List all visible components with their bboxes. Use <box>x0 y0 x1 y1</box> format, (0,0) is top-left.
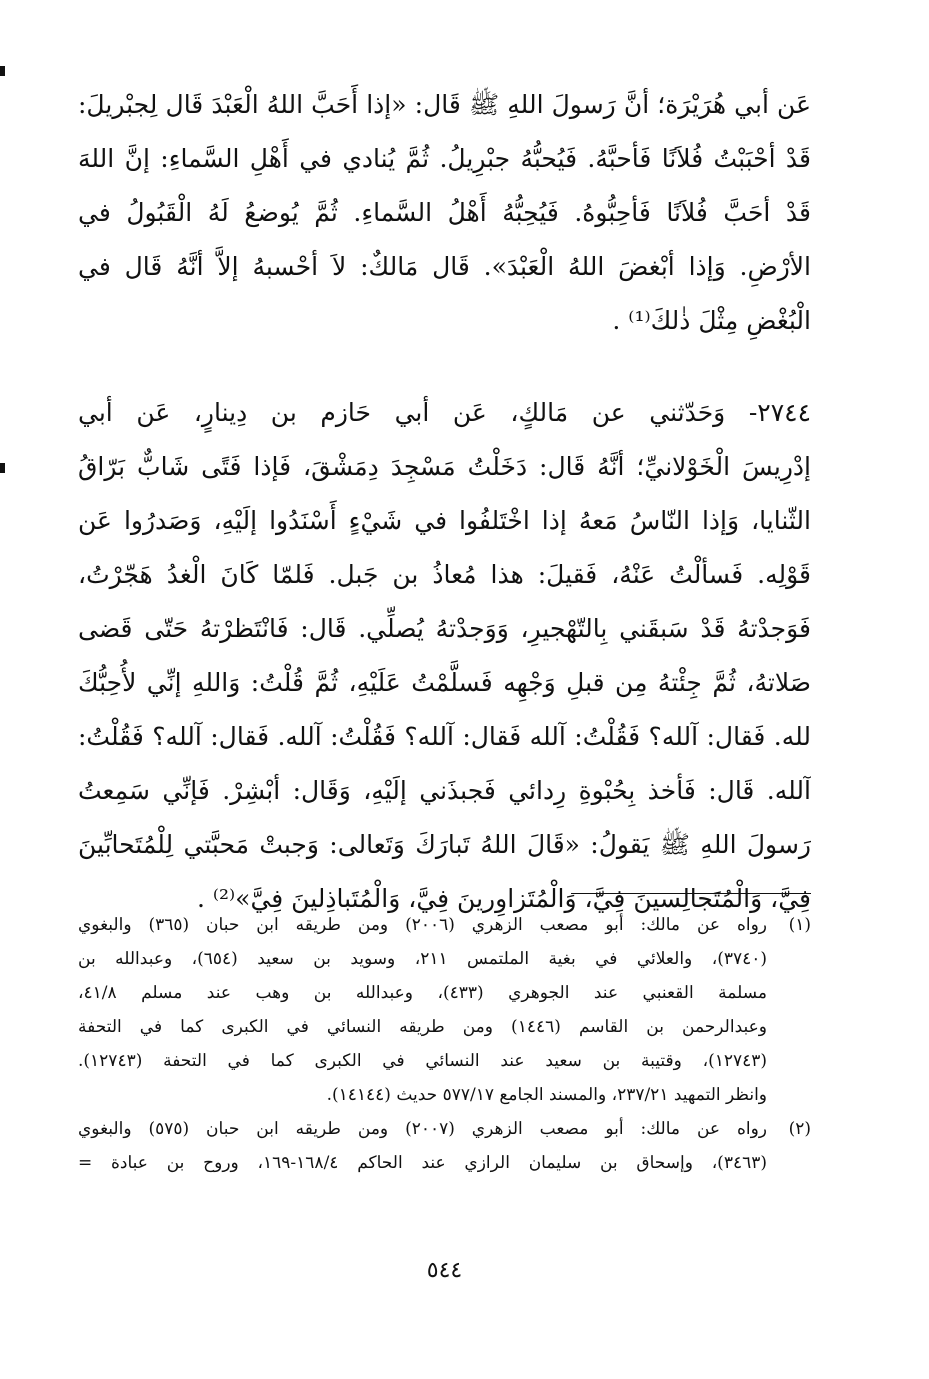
text-line: رَسولَ اللهِ ﷺ يَقولُ: «قَالَ اللهُ تَبارَكَ وَتَعالى: وَجبتْ مَحبَّتي لِلْمُتَحابِّينَ <box>78 830 811 859</box>
footnote-2 <box>78 1112 811 1180</box>
margin-mark <box>0 463 5 473</box>
text-line: قَدْ أحَبَّ فُلاَنًا فَأحِبُّوهُ. فَيُحِبُّهُ أَهْلُ السَّماءِ. ثُمَّ يُوضعُ لَهُ الْقَبُولُ في <box>78 198 811 227</box>
footnote-line: (٣٤٦٣)، وإسحاق بن سليمان الرازي عند الحاكم ١٦٨/٤-١٦٩، وروح بن عبادة = <box>78 1153 767 1173</box>
footnote-divider <box>571 893 811 894</box>
footnotes <box>78 908 811 1180</box>
footnote-line: رواه عن مالك: أبو مصعب الزهري (٢٠٠٦) ومن طريقه ابن حبان (٣٦٥) والبغوي <box>78 915 767 935</box>
paragraph-hadith-2744 <box>78 386 811 926</box>
footnote-number: (١) <box>788 915 811 935</box>
footnote-line: وعبدالرحمن بن القاسم (١٤٤٦) ومن طريقه النسائي في الكبرى كما في التحفة <box>78 1017 767 1037</box>
text-line: ٢٧٤٤- وَحَدّثني عن مَالكٍ، عَن أبي حَازم بن دِينارٍ، عَن أبي <box>78 398 811 427</box>
margin-mark <box>0 66 5 76</box>
footnote-line: (١٢٧٤٣)، وقتيبة بن سعيد عند النسائي في الكبرى كما في التحفة (١٢٧٤٣). <box>78 1051 767 1071</box>
text-line: عَن أبي هُرَيْرَة؛ أنَّ رَسولَ اللهِ ﷺ قَال: «إذا أَحَبَّ اللهُ الْعَبْدَ قَال لِجبْريلَ: <box>78 90 811 119</box>
paragraph-hadith-1 <box>78 78 811 348</box>
page-number: ٥٤٤ <box>426 1258 463 1283</box>
text-line: لله. فَقال: آلله؟ فَقُلْتُ: آلله فَقال: آلله؟ فَقُلْتُ: آلله. فَقال: آلله؟ فَقُلْتُ: <box>78 722 811 751</box>
text-line: قَدْ أحْبَبْتُ فُلاَنًا فَأحبَّهُ. فَيُحبُّهُ جبْرِيلُ. ثُمَّ يُنادي في أَهْلِ السَّماءِ: إنَّ اللهَ <box>78 144 811 173</box>
text-line: صَلاتهُ، ثُمَّ جِئْتهُ مِن قبلِ وَجْهِه فَسلَّمْتُ عَلَيْهِ، ثُمَّ قُلْتُ: وَاللهِ إنِّي لأُحِبُّكَ <box>78 668 811 697</box>
footnote-number: (٢) <box>788 1119 811 1139</box>
text-line: إدْرِيسَ الْخَوْلانيِّ؛ أنَّهُ قَال: دَخَلْتُ مَسْجِدَ دِمَشْقَ، فَإذا فَتًى شَابٌّ بَرّاقُ <box>78 452 811 481</box>
footnote-line: وانظر التمهيد ٢٣٧/٢١، والمسند الجامع ٥٧٧/١٧ حديث (١٤١٤٤). <box>326 1085 767 1105</box>
text-line: الأرْضِ. وَإذا أبْغضَ اللهُ الْعَبْدَ». قَال مَالكٌ: لاَ أحْسبهُ إلاَّ أنَّهُ قَال في <box>78 252 811 281</box>
text-line: قَوْلِه. فَسألْتُ عَنْهُ، فَقيلَ: هذا مُعاذُ بن جَبل. فَلمّا كَانَ الْغدُ هَجّرْتُ، <box>78 560 811 589</box>
text-line: الْبُغْضِ مِثْلَ ذٰلكَ⁽¹⁾ . <box>612 306 811 335</box>
text-line: فَوَجدْتهُ قَدْ سَبقَني بِالتّهْجيرِ، وَوَجدْتهُ يُصلِّي. قَال: فَانْتَظرْتهُ حَتّى قَضى <box>78 614 811 643</box>
footnote-line: (٣٧٤٠)، والعلائي في بغية الملتمس ٢١١، وسويد بن سعيد (٦٥٤)، وعبدالله بن <box>78 949 767 969</box>
text-line: الثّنايا، وَإذا النّاسُ مَعهُ إذا اخْتَلفُوا في شَيْءٍ أَسْنَدُوا إلَيْهِ، وَصَدرُوا عَن <box>78 506 811 535</box>
footnote-line: مسلمة القعنبي عند الجوهري (٤٣٣)، وعبدالله بن وهب عند مسلم ٤١/٨، <box>78 983 767 1003</box>
footnote-line: رواه عن مالك: أبو مصعب الزهري (٢٠٠٧) ومن طريقه ابن حبان (٥٧٥) والبغوي <box>78 1119 767 1139</box>
book-page <box>78 78 811 1358</box>
text-line: آلله. قَال: فَأخذ بِحُبْوةِ رِدائي فَجبذَني إلَيْهِ، وَقَال: أبْشِرْ. فَإنِّي سَمِعتُ <box>78 776 811 805</box>
footnote-1 <box>78 908 811 1112</box>
text-line: فِيَّ، وَالْمُتَجالِسينَ فِيَّ، وَالْمُتَزاوِرينَ فِيَّ، وَالْمُتَباذِلينَ فِيَّ»⁽²⁾ . <box>196 884 811 913</box>
